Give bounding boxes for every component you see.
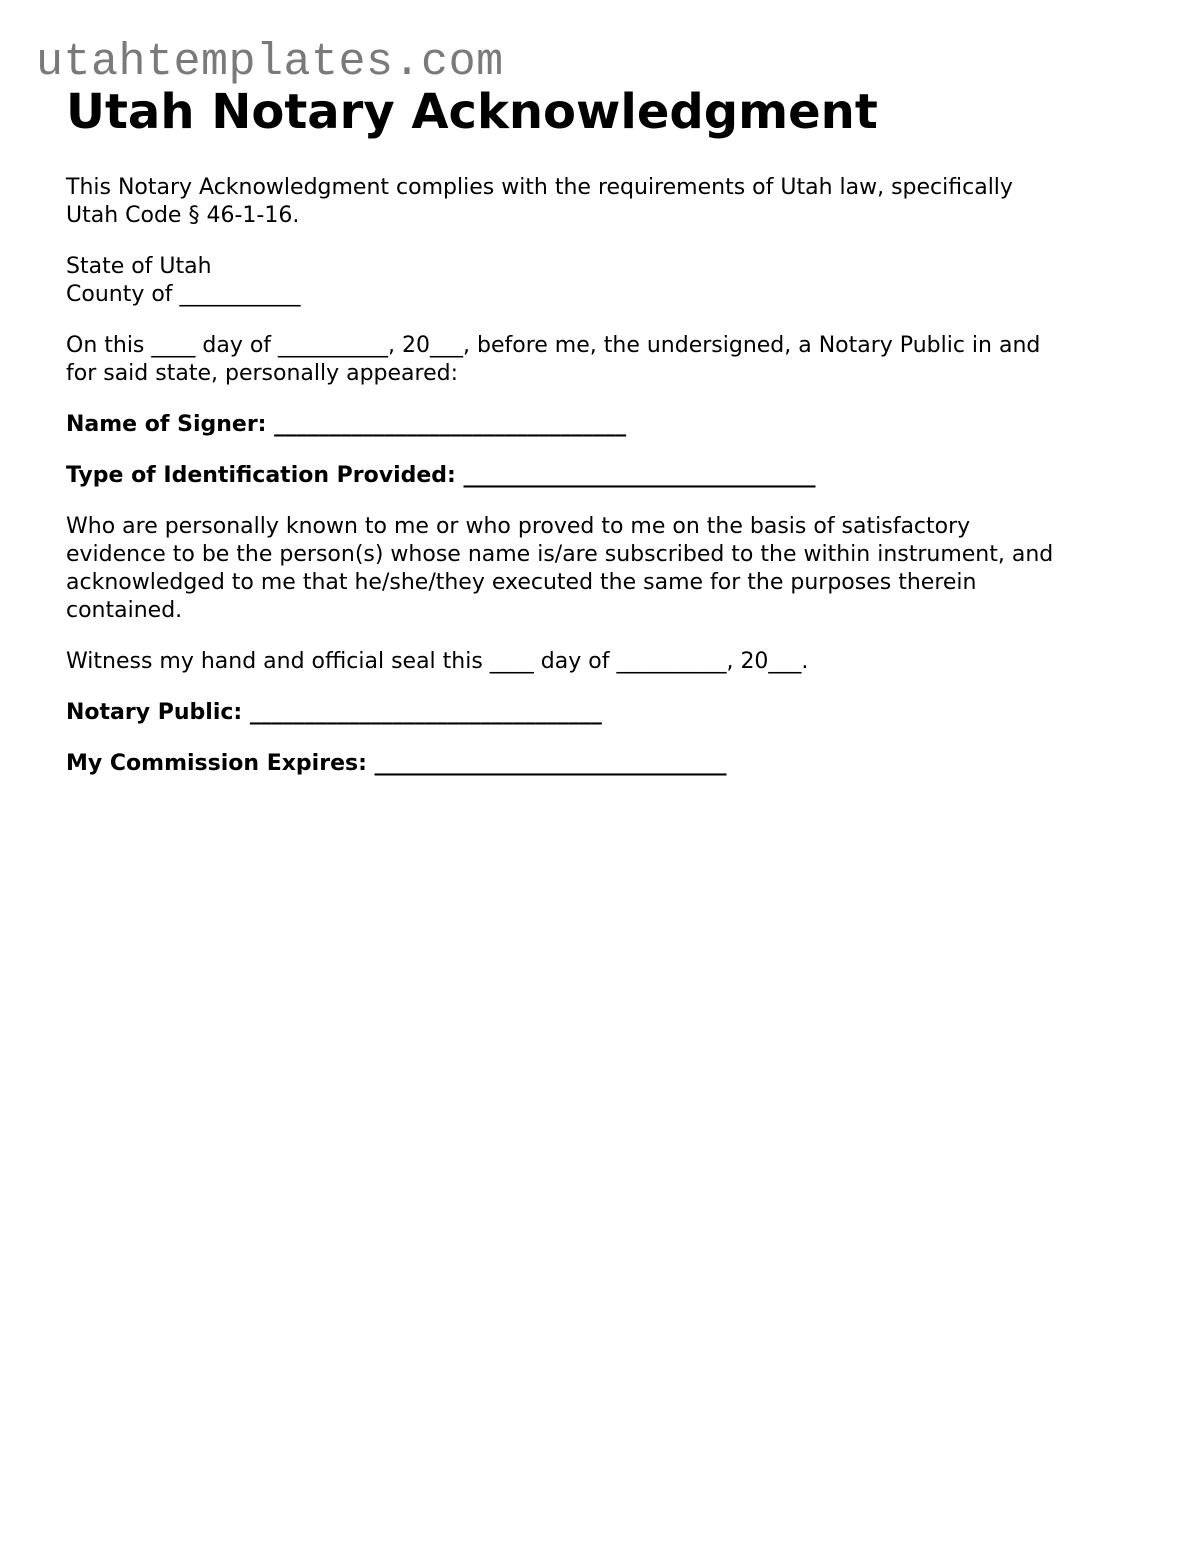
venue-block: [66, 253, 1126, 309]
statement-line: evidence to be the person(s) whose name is/are subscribed to the within instrument, and: [66, 542, 1054, 567]
appearance-line: for said state, personally appeared:: [66, 361, 459, 386]
notary-public-field: Notary Public: ________________________________: [66, 700, 602, 725]
appearance-paragraph: [66, 332, 1126, 388]
venue-state: State of Utah: [66, 254, 212, 279]
statement-line: Who are personally known to me or who proved to me on the basis of satisfactory: [66, 514, 971, 539]
statement-line: acknowledged to me that he/she/they executed the same for the purposes therein: [66, 570, 977, 595]
intro-paragraph: [66, 174, 1126, 230]
watermark: utahtemplates.com: [36, 37, 504, 88]
signer-name-field: Name of Signer: ________________________________: [66, 412, 627, 437]
intro-line: This Notary Acknowledgment complies with the requirements of Utah law, specifically: [66, 175, 1013, 200]
commission-expires-field: My Commission Expires: ________________________________: [66, 751, 727, 776]
appearance-line: On this ____ day of __________, 20___, before me, the undersigned, a Notary Public in and: [66, 333, 1041, 358]
venue-county: County of ___________: [66, 282, 301, 307]
witness-line: Witness my hand and official seal this ____ day of __________, 20___.: [66, 649, 809, 674]
document-title: Utah Notary Acknowledgment: [66, 84, 878, 140]
intro-line: Utah Code § 46-1-16.: [66, 203, 300, 228]
statement-paragraph: [66, 513, 1126, 625]
document-body: [66, 84, 1126, 801]
statement-line: contained.: [66, 598, 183, 623]
identification-field: Type of Identification Provided: ________________________________: [66, 463, 816, 488]
